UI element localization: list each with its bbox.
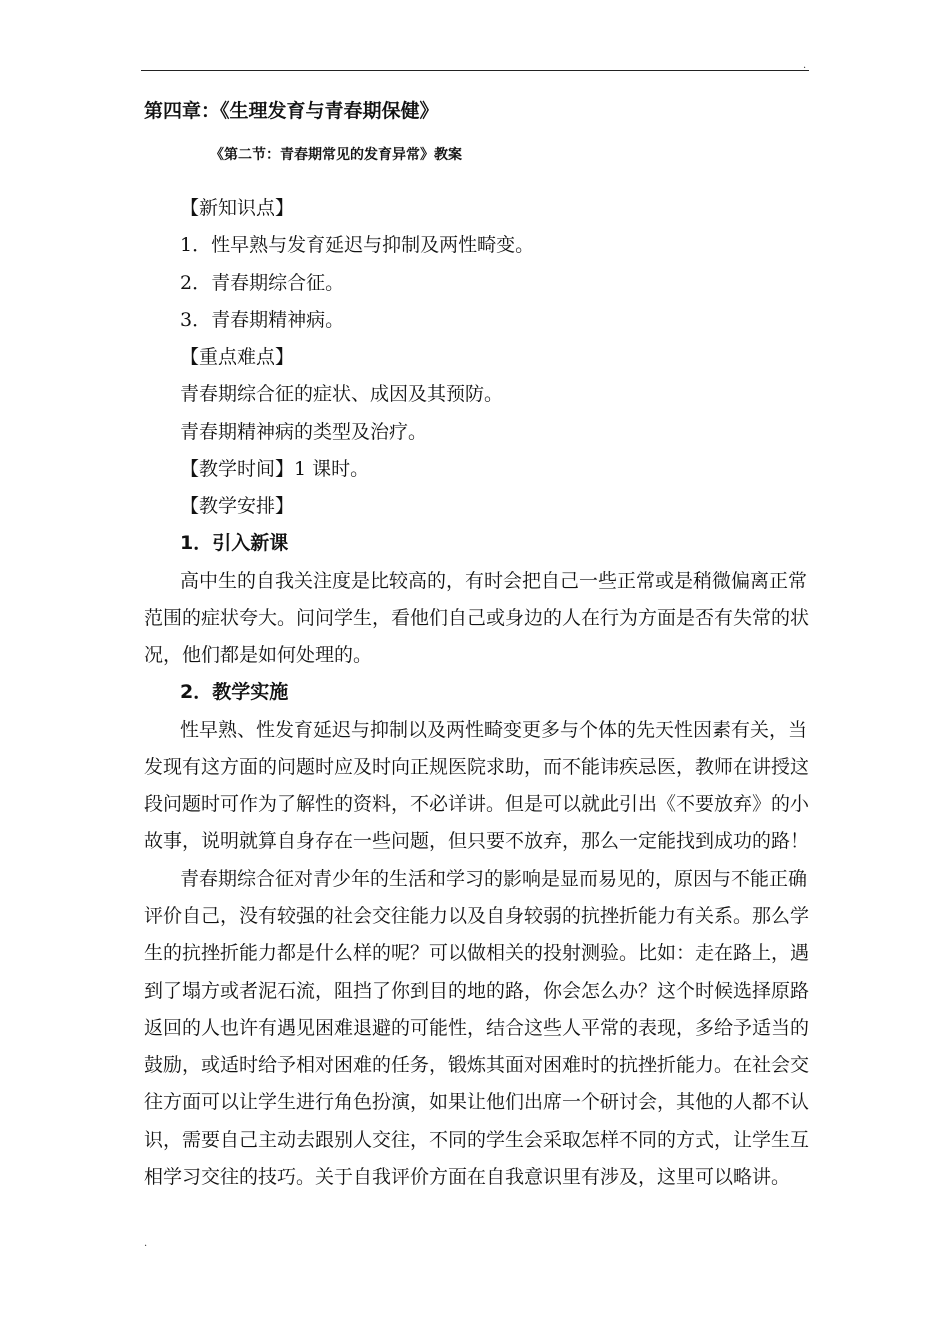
header-mark: . [803,60,807,71]
implementation-line: 青春期综合征对青少年的生活和学习的影响是显而易见的，原因与不能正确 [180,868,808,890]
implementation-heading: 2．教学实施 [180,681,289,703]
new-knowledge-item: 1．性早熟与发育延迟与抑制及两性畸变。 [180,234,535,256]
intro-line: 高中生的自我关注度是比较高的，有时会把自己一些正常或是稍微偏离正常 [180,570,808,592]
implementation-line: 识，需要自己主动去跟别人交往，不同的学生会采取怎样不同的方式，让学生互 [144,1129,810,1151]
teaching-time: 【教学时间】1 课时。 [180,458,370,480]
implementation-line: 发现有这方面的问题时应及时向正规医院求助，而不能讳疾忌医，教师在讲授这 [144,756,810,778]
arrangement-heading: 【教学安排】 [180,495,295,517]
chapter-title: 第四章：《生理发育与青春期保健》 [144,100,439,122]
implementation-line: 评价自己，没有较强的社会交往能力以及自身较弱的抗挫折能力有关系。那么学 [144,905,810,927]
intro-line: 范围的症状夸大。问问学生，看他们自己或身边的人在行为方面是否有失常的状 [144,607,810,629]
implementation-line: 往方面可以让学生进行角色扮演，如果让他们出席一个研讨会，其他的人都不认 [144,1091,810,1113]
key-points-heading: 【重点难点】 [180,346,295,368]
intro-line: 况，他们都是如何处理的。 [144,644,373,666]
implementation-line: 相学习交往的技巧。关于自我评价方面在自我意识里有涉及，这里可以略讲。 [144,1166,791,1188]
header-rule [141,70,809,71]
implementation-line: 鼓励，或适时给予相对困难的任务，锻炼其面对困难时的抗挫折能力。在社会交 [144,1054,810,1076]
section-title: 《第二节：青春期常见的发育异常》教案 [210,147,462,163]
new-knowledge-item: 3．青春期精神病。 [180,309,345,331]
implementation-line: 故事，说明就算自身存在一些问题，但只要不放弃，那么一定能找到成功的路！ [144,830,810,852]
new-knowledge-heading: 【新知识点】 [180,197,295,219]
intro-heading: 1．引入新课 [180,532,289,554]
new-knowledge-item: 2．青春期综合征。 [180,272,345,294]
implementation-line: 返回的人也许有遇见困难退避的可能性，结合这些人平常的表现，多给予适当的 [144,1017,810,1039]
implementation-line: 生的抗挫折能力都是什么样的呢？可以做相关的投射测验。比如：走在路上，遇 [144,942,810,964]
key-points-item: 青春期综合征的症状、成因及其预防。 [180,383,504,405]
implementation-line: 段问题时可作为了解性的资料，不必详讲。但是可以就此引出《不要放弃》的小 [144,793,810,815]
implementation-line: 性早熟、性发育延迟与抑制以及两性畸变更多与个体的先天性因素有关，当 [180,719,808,741]
footer-mark: . [144,1238,148,1249]
implementation-line: 到了塌方或者泥石流，阻挡了你到目的地的路，你会怎么办？这个时候选择原路 [144,980,810,1002]
key-points-item: 青春期精神病的类型及治疗。 [180,421,428,443]
